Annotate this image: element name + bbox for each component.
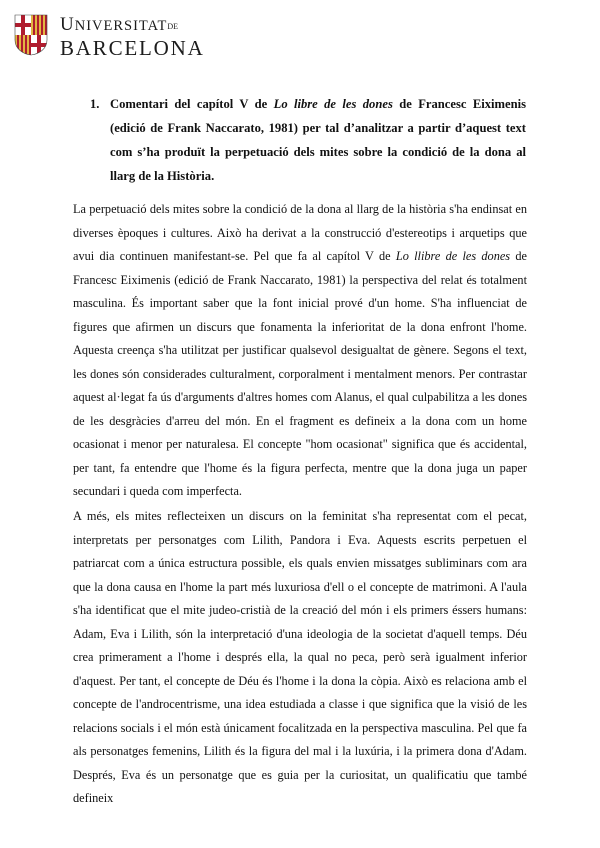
paragraph-1-book-title: Lo llibre de les dones: [395, 249, 511, 263]
wordmark-de: DE: [167, 22, 179, 31]
heading-text-part-1: Comentari del capítol V de: [110, 97, 274, 111]
heading-number: 1.: [90, 97, 100, 111]
heading-book-title: Lo libre de les dones: [273, 97, 393, 111]
wordmark-line-1: [60, 14, 178, 38]
heading-text: [110, 92, 526, 188]
paragraph-1-part-1: La perpetuació dels mites sobre la condició de la dona al llarg de la història s'ha endinsat en diverses èpoques i cultures. Això ha derivat a la construcció d'estereotips i arquetips que avui dia continuen manifestant-se. Pel que fa al capítol V de: [73, 202, 527, 263]
wordmark-barcelona: BARCELONA: [60, 36, 205, 60]
university-logo: [14, 12, 214, 62]
university-shield-icon: [14, 14, 48, 56]
paragraph-1: [73, 198, 527, 504]
paragraph-2: A més, els mites reflecteixen un discurs on la feminitat s'ha representat com el pecat, interpretats per personatges com Lilith, Pandora i Eva. Aquests escrits perpetuen el patriarcat com a única estructura possible, els quals envien missatges subliminars com ara que la dona causa en l'home la part més luxuriosa d'ell o el concepte de matrimoni. A l'aula s'ha identificat que el mite judeo-cristià de la creació del món i els primers éssers humans: Adam, Eva i Lilith, són la interpretació d'una ideologia de la societat d'aquell temps. Déu crea primerament a l'home i després ella, la qual no peca, però serà igualment inferior d'aquest. Per tant, el concepte de Déu és l'home i la dona la còpia. Això es relaciona amb el concepte de l'androcentrisme, una idea estudiada a classe i que significa que la visió de les relacions socials i el món està únicament focalitzada en la perspectiva masculina. Pel que fa als personatges femenins, Lilith és la figura del mal i la luxúria, i la primera dona d'Adam. Després, Eva és un personatge que es guia per la curiositat, un qualificatiu que també defineix: [73, 509, 527, 805]
wordmark-universitat: NIVERSITAT: [74, 18, 168, 34]
wordmark-initial: U: [60, 14, 75, 35]
paragraph-1-part-2: de Francesc Eiximenis (edició de Frank Naccarato, 1981) la perspectiva del relat és totalment masculina. És important saber que la font inicial prové d'un home. S'ha influenciat de figures que afirmen un discurs que fonamenta la inferioritat de la dona enfront l'home. Aquesta creença s'ha utilitzat per justificar qualsevol desigualtat de gènere. Segons el text, les dones són considerades culturalment, corporalment i mentalment menors. Per contrastar aquest al·legat fa ús d'arguments d'altres homes com Alanus, el qual culpabilitza a les dones de les desgràcies d'arreu del món. En el fragment es defineix a la dona com un home ocasionat i menor per naturalesa. El concepte "hom ocasionat" significa que és accidental, per tant, fa entendre que l'home és la figura perfecta, mentre que la dona juga un paper secundari i queda com imperfecta.: [73, 249, 527, 498]
heading-text-part-2: de Francesc Eiximenis (edició de Frank Naccarato, 1981) per tal d’analitzar a partir d’aquest text com s’ha produït la perpetuació dels mites sobre la condició de la dona al llarg de la Història.: [110, 97, 526, 183]
section-heading: [90, 92, 526, 188]
